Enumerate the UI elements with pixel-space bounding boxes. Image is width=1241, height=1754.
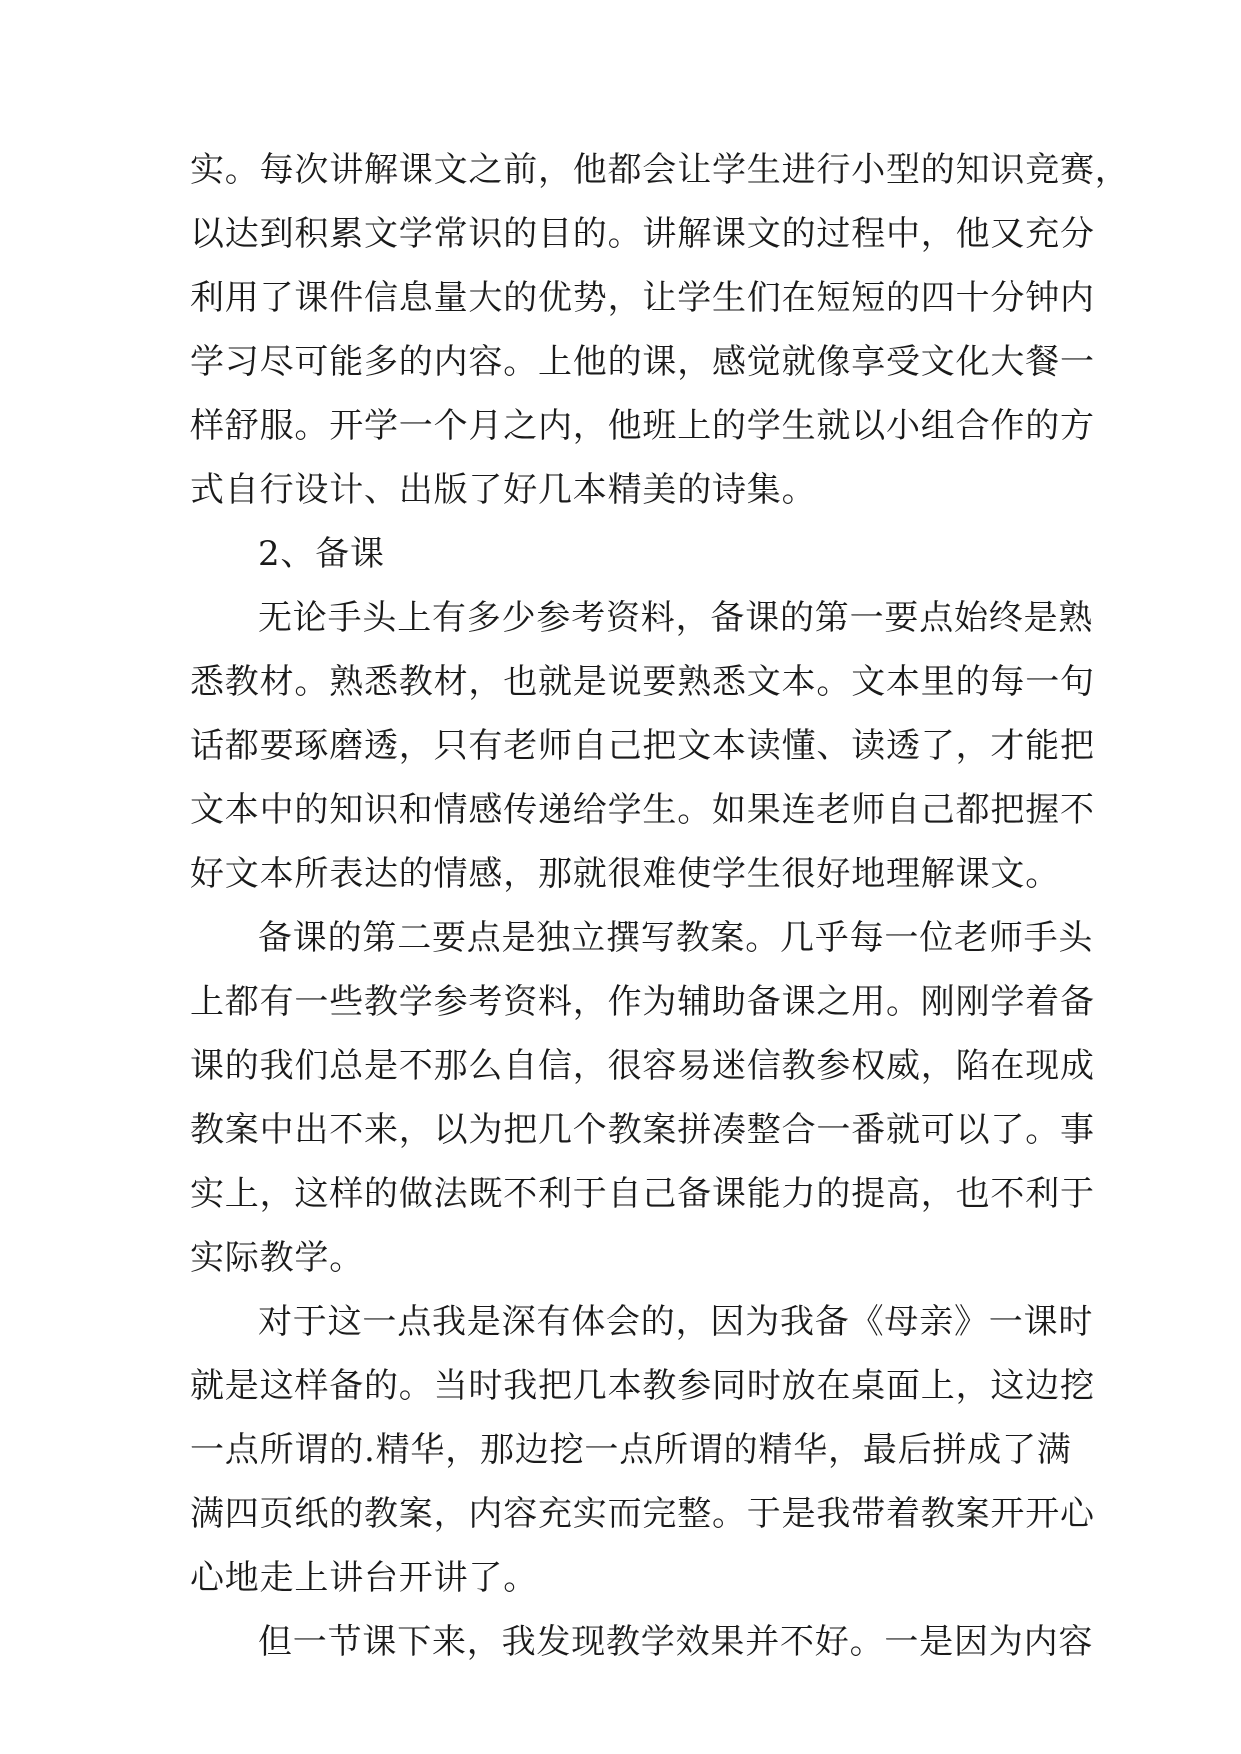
text-line: 利用了课件信息量大的优势，让学生们在短短的四十分钟内	[190, 278, 1095, 318]
text-line: 好文本所表达的情感，那就很难使学生很好地理解课文。	[190, 854, 1060, 894]
text-line: 备课的第二要点是独立撰写教案。几乎每一位老师手头	[258, 918, 1094, 958]
text-line: 就是这样备的。当时我把几本教参同时放在桌面上，这边挖	[190, 1366, 1095, 1406]
text-line: 学习尽可能多的内容。上他的课，感觉就像享受文化大餐一	[190, 342, 1095, 382]
text-line: 上都有一些教学参考资料，作为辅助备课之用。刚刚学着备	[190, 982, 1095, 1022]
text-line: 样舒服。开学一个月之内，他班上的学生就以小组合作的方	[190, 406, 1095, 446]
text-line: 式自行设计、出版了好几本精美的诗集。	[190, 470, 817, 510]
text-line: 实际教学。	[190, 1238, 364, 1278]
text-line: 一点所谓的.精华，那边挖一点所谓的精华，最后拼成了满	[190, 1430, 1072, 1470]
text-line: 话都要琢磨透，只有老师自己把文本读懂、读透了，才能把	[190, 726, 1095, 766]
text-line: 课的我们总是不那么自信，很容易迷信教参权威，陷在现成	[190, 1046, 1095, 1086]
text-line: 实上，这样的做法既不利于自己备课能力的提高，也不利于	[190, 1174, 1095, 1214]
text-line: 但一节课下来，我发现教学效果并不好。一是因为内容	[258, 1622, 1094, 1662]
text-line: 以达到积累文学常识的目的。讲解课文的过程中，他又充分	[190, 214, 1095, 254]
text-line: 心地走上讲台开讲了。	[190, 1558, 538, 1598]
text-line: 满四页纸的教案，内容充实而完整。于是我带着教案开开心	[190, 1494, 1095, 1534]
section-heading: 2、备课	[258, 534, 385, 574]
text-line: 对于这一点我是深有体会的，因为我备《母亲》一课时	[258, 1302, 1094, 1342]
text-line: 实。每次讲解课文之前，他都会让学生进行小型的知识竞赛，	[190, 150, 1130, 190]
text-line: 悉教材。熟悉教材，也就是说要熟悉文本。文本里的每一句	[190, 662, 1095, 702]
text-line: 文本中的知识和情感传递给学生。如果连老师自己都把握不	[190, 790, 1095, 830]
text-line: 无论手头上有多少参考资料，备课的第一要点始终是熟	[258, 598, 1094, 638]
text-line: 教案中出不来，以为把几个教案拼凑整合一番就可以了。事	[190, 1110, 1095, 1150]
